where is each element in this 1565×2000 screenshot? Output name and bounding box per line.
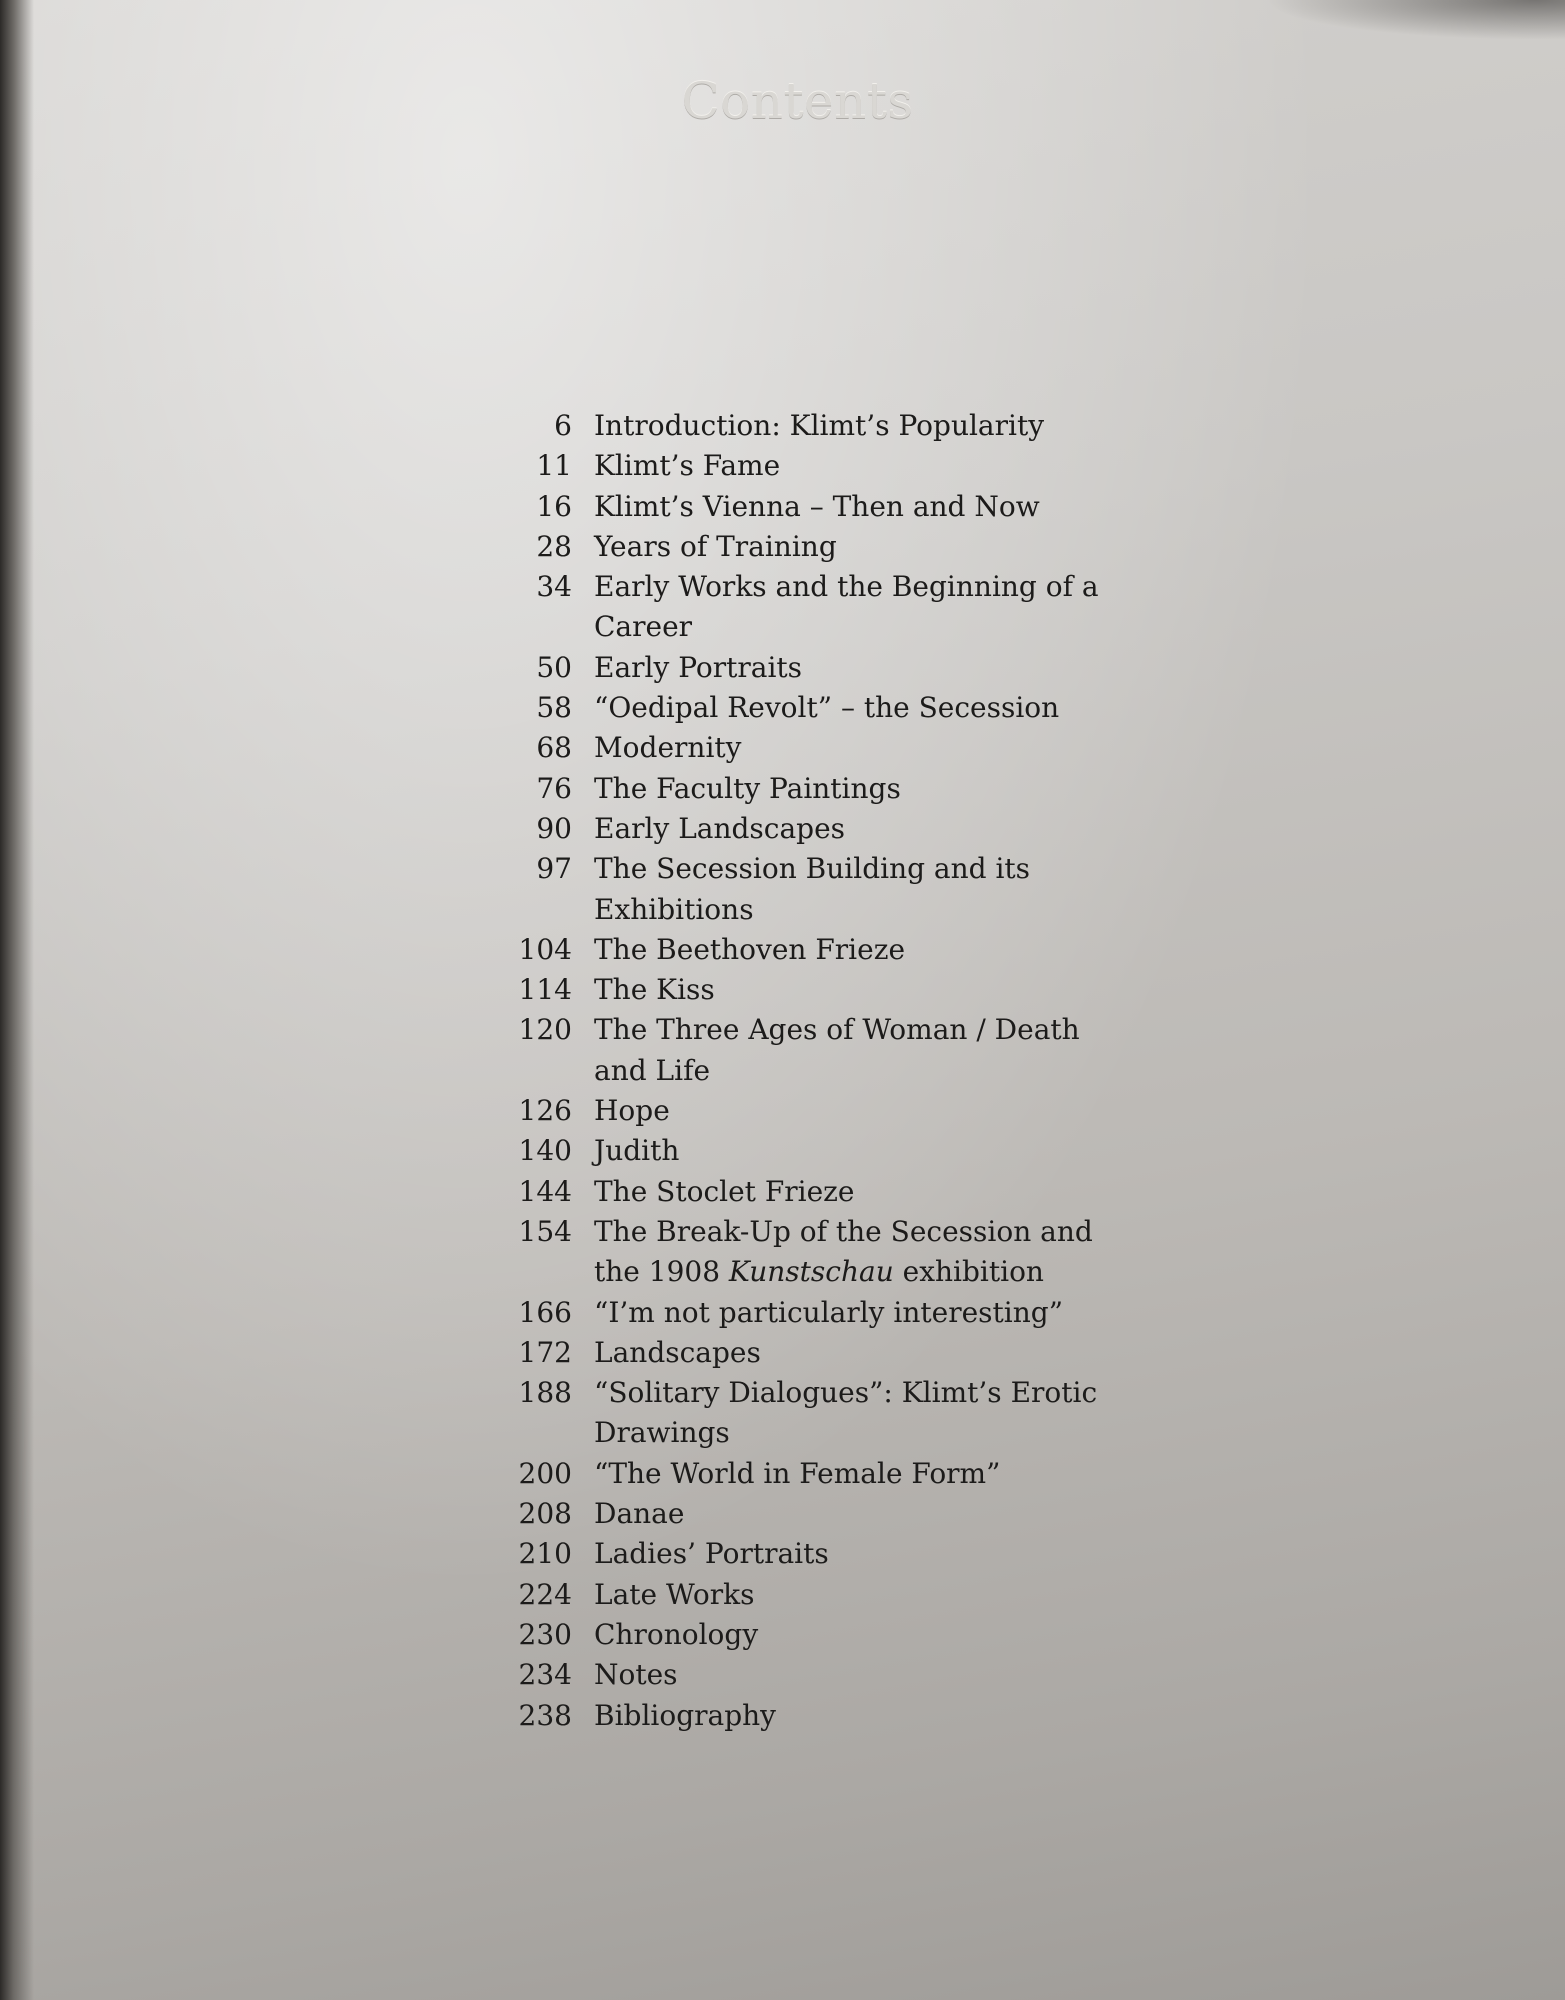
toc-entry-title: Late Works — [594, 1577, 755, 1611]
toc-entry-title: “Solitary Dialogues”: Klimt’s Erotic Drawings — [594, 1376, 1098, 1450]
toc-entry — [510, 1172, 1110, 1212]
toc-page-number: 140 — [518, 1134, 572, 1168]
toc-page-number: 238 — [518, 1698, 572, 1732]
toc-entry-title: Years of Training — [594, 529, 837, 563]
toc-entry-title: Modernity — [594, 731, 742, 765]
table-of-contents — [510, 406, 1110, 1736]
toc-entry — [510, 1696, 1110, 1736]
toc-entry-title: The Secession Building and its Exhibitions — [594, 852, 1031, 926]
toc-page-number: 11 — [536, 449, 572, 483]
toc-entry-title — [594, 1212, 1110, 1293]
toc-entry-title: Bibliography — [594, 1698, 776, 1732]
toc-entry-title-text: The Break-Up of the Secession and the 1908 — [594, 1214, 1093, 1289]
toc-page-number: 210 — [518, 1537, 572, 1571]
toc-entry — [510, 527, 1110, 567]
toc-entry-title: Klimt’s Vienna – Then and Now — [594, 489, 1040, 523]
toc-page-number: 104 — [518, 932, 572, 966]
toc-page-number: 172 — [518, 1335, 572, 1369]
toc-entry-title: “The World in Female Form” — [594, 1456, 1001, 1490]
toc-entry — [510, 809, 1110, 849]
toc-entry — [510, 1534, 1110, 1574]
toc-page-number: 90 — [536, 811, 572, 845]
toc-entry — [510, 1293, 1110, 1333]
toc-entry — [510, 487, 1110, 527]
toc-page-number: 224 — [518, 1577, 572, 1611]
toc-entry — [510, 1091, 1110, 1131]
toc-page-number: 234 — [518, 1658, 572, 1692]
toc-entry-title: Early Works and the Beginning of a Career — [594, 570, 1099, 644]
toc-page-number: 34 — [536, 570, 572, 604]
toc-entry — [510, 1010, 1110, 1091]
toc-entry-title-italic: Kunstschau — [728, 1255, 894, 1289]
toc-page-number: 154 — [518, 1214, 572, 1248]
toc-entry-title: Chronology — [594, 1617, 759, 1651]
toc-entry-title: The Three Ages of Woman / Death and Life — [594, 1013, 1080, 1087]
toc-entry — [510, 728, 1110, 768]
page-corner-shadow — [1265, 0, 1565, 40]
toc-entry-title: Early Landscapes — [594, 811, 846, 845]
toc-page-number: 144 — [518, 1174, 572, 1208]
toc-page-number: 114 — [518, 973, 572, 1007]
toc-entry-title: The Faculty Paintings — [594, 771, 901, 805]
toc-entry-title: The Kiss — [594, 973, 715, 1007]
toc-entry-title: Klimt’s Fame — [594, 449, 781, 483]
toc-entry — [510, 406, 1110, 446]
toc-entry-title: Danae — [594, 1497, 685, 1531]
toc-entry — [510, 1494, 1110, 1534]
toc-entry — [510, 769, 1110, 809]
toc-page-number: 68 — [536, 731, 572, 765]
toc-entry — [510, 1333, 1110, 1373]
toc-entry — [510, 849, 1110, 930]
toc-entry — [510, 1373, 1110, 1454]
toc-entry-title: The Stoclet Frieze — [594, 1174, 855, 1208]
toc-entry-title-text: exhibition — [893, 1255, 1044, 1289]
toc-entry-title: Introduction: Klimt’s Popularity — [594, 409, 1045, 442]
toc-page-number: 58 — [536, 691, 572, 725]
toc-page-number: 188 — [518, 1376, 572, 1410]
toc-page-number: 97 — [536, 852, 572, 886]
toc-entry — [510, 930, 1110, 970]
toc-page-number: 120 — [518, 1013, 572, 1047]
toc-page-number: 28 — [536, 529, 572, 563]
toc-page-number: 16 — [536, 489, 572, 523]
toc-entry — [510, 1212, 1110, 1293]
toc-page-number: 6 — [554, 409, 572, 442]
toc-page-number: 126 — [518, 1094, 572, 1128]
contents-title: Contents — [681, 72, 914, 130]
toc-entry — [510, 648, 1110, 688]
toc-entry — [510, 567, 1110, 648]
toc-entry-title: “Oedipal Revolt” – the Secession — [594, 691, 1060, 725]
toc-entry — [510, 1131, 1110, 1171]
toc-entry — [510, 688, 1110, 728]
toc-entry — [510, 446, 1110, 486]
toc-entry-title: “I’m not particularly interesting” — [594, 1295, 1064, 1329]
toc-page-number: 200 — [518, 1456, 572, 1490]
toc-entry-title: Hope — [594, 1094, 670, 1128]
toc-page-number: 166 — [518, 1295, 572, 1329]
toc-entry-title: Judith — [594, 1134, 680, 1168]
toc-page-number: 50 — [536, 650, 572, 684]
toc-page-number: 208 — [518, 1497, 572, 1531]
toc-entry — [510, 970, 1110, 1010]
toc-entry — [510, 1615, 1110, 1655]
toc-entry-title: Notes — [594, 1658, 678, 1692]
toc-entry — [510, 1575, 1110, 1615]
toc-entry-title: Early Portraits — [594, 650, 803, 684]
toc-page-number: 230 — [518, 1617, 572, 1651]
page-binding-shadow — [0, 0, 34, 2000]
toc-entry-title: Landscapes — [594, 1335, 761, 1369]
toc-entry — [510, 1655, 1110, 1695]
toc-page-number: 76 — [536, 771, 572, 805]
toc-entry — [510, 1454, 1110, 1494]
toc-entry-title: Ladies’ Portraits — [594, 1537, 829, 1571]
toc-entry-title: The Beethoven Frieze — [594, 932, 906, 966]
